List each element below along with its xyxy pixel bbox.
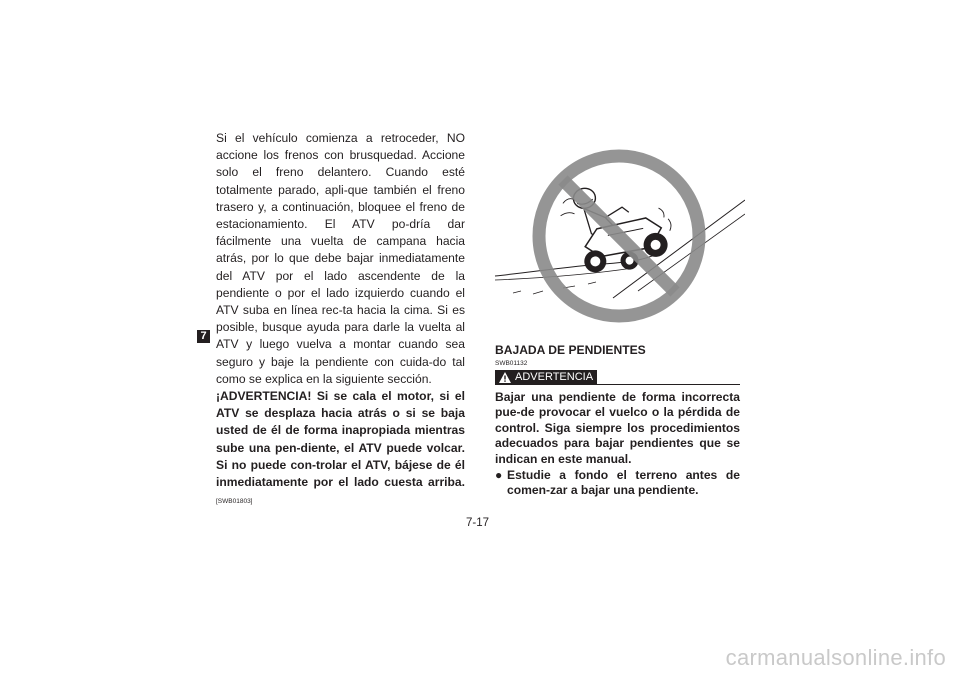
bullet-item xyxy=(495,468,740,499)
prohibited-atv-downhill-icon xyxy=(493,148,745,328)
bullet-icon: ● xyxy=(495,467,503,482)
left-column xyxy=(216,130,465,510)
warning-body: Bajar una pendiente de forma incorrecta pue-de provocar el vuelco o la pérdida de control. Siga siempre los procedimientos adecuados para bajar pendientes que se indican en este manual. xyxy=(495,389,740,466)
warning-triangle-icon xyxy=(499,372,511,383)
warning-rule xyxy=(595,384,740,385)
warning-label: ADVERTENCIA xyxy=(515,370,594,383)
page-number: 7-17 xyxy=(466,517,490,529)
section-title: BAJADA DE PENDIENTES xyxy=(495,343,646,357)
watermark: carmanualsonline.info xyxy=(725,645,946,670)
body-paragraph: Si el vehículo comienza a retroceder, NO accione los frenos con brusquedad. Accione solo el freno delantero. Cuando esté totalmente parado, apli-que también el freno trasero y, a continuación, bloquee el freno de estacionamiento. El ATV po-dría dar fácilmente una vuelta de campana hacia atrás, por lo que debe bajar inmediatamente del ATV por el lado ascendente de la pendiente o por el lado izquierdo cuando el ATV suba en línea rec-ta hacia la cima. Si es posible, busque ayuda para darle la vuelta al ATV y luego vuelva a montar cuando sea seguro y baje la pendiente con cuida-do tal como se explica en la siguiente sección. xyxy=(216,131,465,386)
warning-header xyxy=(495,370,740,388)
chapter-tab: 7 xyxy=(197,330,210,343)
right-column xyxy=(495,343,740,499)
section-code: SWB01132 xyxy=(495,359,528,367)
inline-warning xyxy=(216,388,465,510)
warning-label-box xyxy=(495,370,597,385)
bullet-text: Estudie a fondo el terreno antes de comen-zar a bajar una pendiente. xyxy=(507,467,740,498)
inline-warning-text: ¡ADVERTENCIA! Si se cala el motor, si el ATV se desplaza hacia atrás o si se baja usted de él de forma inapropiada mientras sube una pen-diente, el ATV puede volcar. Si no puede con-trolar el ATV, bájese de él inmediatamente por el lado cuesta arriba. xyxy=(216,389,465,490)
warning-code: [SWB01803] xyxy=(216,498,253,506)
